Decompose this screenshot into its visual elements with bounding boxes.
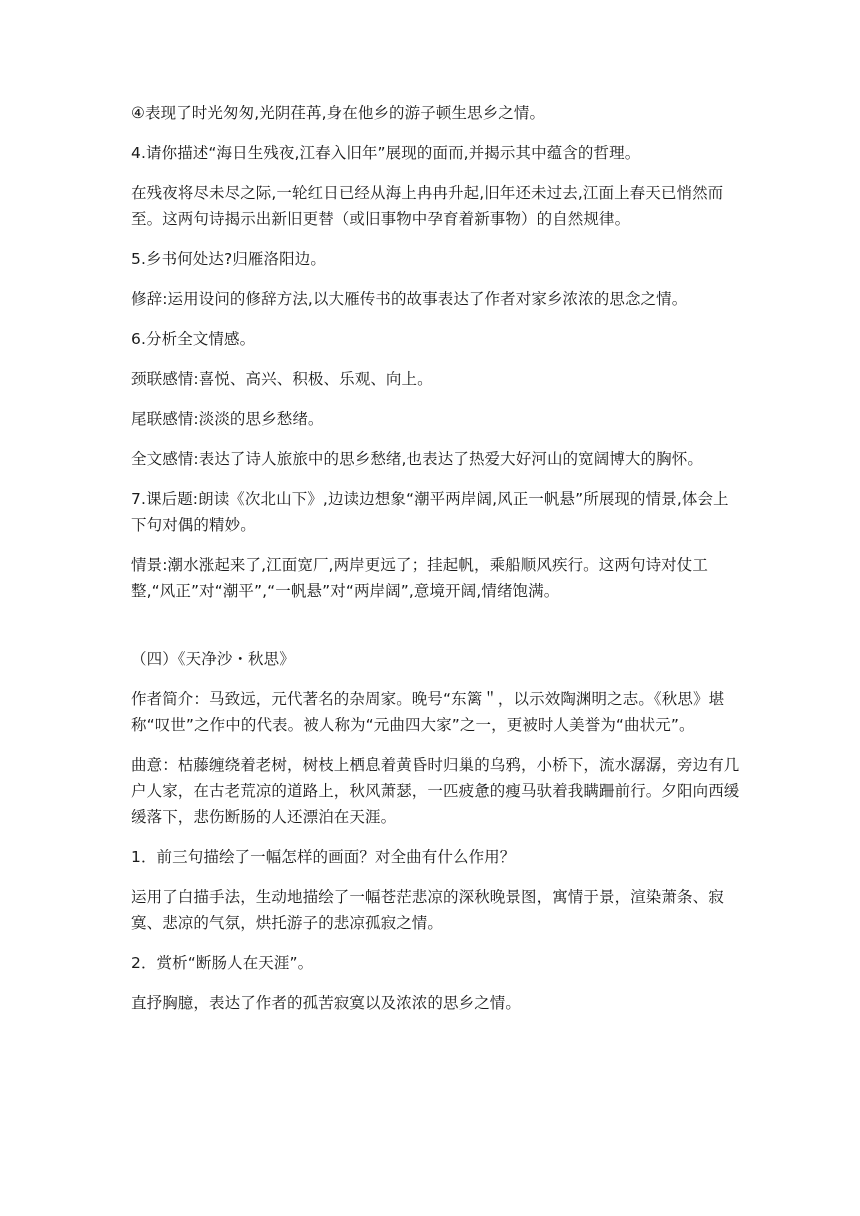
paragraph: ④表现了时光匆匆,光阴荏苒,身在他乡的游子顿生思乡之情。 bbox=[131, 104, 546, 122]
answer-6-neck: 颈联感情:喜悦、高兴、积极、乐观、向上。 bbox=[131, 370, 433, 388]
document-body bbox=[131, 100, 741, 1030]
section-title: （四）《天净沙・秋思》 bbox=[131, 650, 295, 668]
section-spacer bbox=[131, 618, 741, 646]
answer-6-overall: 全文感情:表达了诗人旅旅中的思乡愁绪,也表达了热爱大好河山的宽阔博大的胸怀。 bbox=[131, 450, 703, 468]
question-4: 4.请你描述“海日生残夜,江春入旧年”展现的面而,并揭示其中蕴含的哲理。 bbox=[131, 144, 641, 162]
answer-1: 运用了白描手法，生动地描绘了一幅苍茫悲凉的深秋晚景图，寓情于景，渲染萧条、寂寞、悲凉的气氛，烘托游子的悲凉孤寂之情。 bbox=[131, 888, 724, 932]
question-7: 7.课后题:朗读《次北山下》,边读边想象“潮平两岸阔,风正一帆悬”所展现的情景,体会上下句对偶的精妙。 bbox=[131, 490, 729, 534]
author-intro: 作者简介：马致远，元代著名的杂周家。晚号“东篱＂，以示效陶渊明之志。《秋思》堪称“叹世”之作中的代表。被人称为“元曲四大家”之一，更被时人美誉为“曲状元”。 bbox=[131, 690, 725, 734]
poem-meaning: 曲意：枯藤缠绕着老树，树枝上栖息着黄昏时归巢的乌鸦，小桥下，流水潺潺，旁边有几户人家，在古老荒凉的道路上，秋风萧瑟，一匹疲惫的瘦马驮着我瞒跚前行。夕阳向西缓缓落下，悲伤断肠的人还漂泊在天涯。 bbox=[131, 756, 740, 826]
answer-4: 在残夜将尽未尽之际,一轮红日已经从海上冉冉升起,旧年还未过去,江面上春天已悄然而至。这两句诗揭示出新旧更替（或旧事物中孕育着新事物）的自然规律。 bbox=[131, 184, 724, 228]
answer-5: 修辞:运用设问的修辞方法,以大雁传书的故事表达了作者对家乡浓浓的思念之情。 bbox=[131, 290, 688, 308]
answer-7: 情景:潮水涨起来了,江面宽厂,两岸更远了；挂起帆，乘船顺风疾行。这两句诗对仗工整,“风正”对“潮平”,“一帆悬”对“两岸阔”,意境开阔,情绪饱满。 bbox=[131, 556, 708, 600]
answer-2: 直抒胸臆，表达了作者的孤苦寂寞以及浓浓的思乡之情。 bbox=[131, 994, 522, 1012]
question-2: 2．赏析“断肠人在天涯”。 bbox=[131, 954, 314, 972]
question-5: 5.乡书何处达?归雁洛阳边。 bbox=[131, 250, 326, 268]
answer-6-tail: 尾联感情:淡淡的思乡愁绪。 bbox=[131, 410, 324, 428]
question-1: 1．前三句描绘了一幅怎样的画面？对全曲有什么作用？ bbox=[131, 848, 516, 866]
question-6: 6.分析全文情感。 bbox=[131, 330, 256, 348]
